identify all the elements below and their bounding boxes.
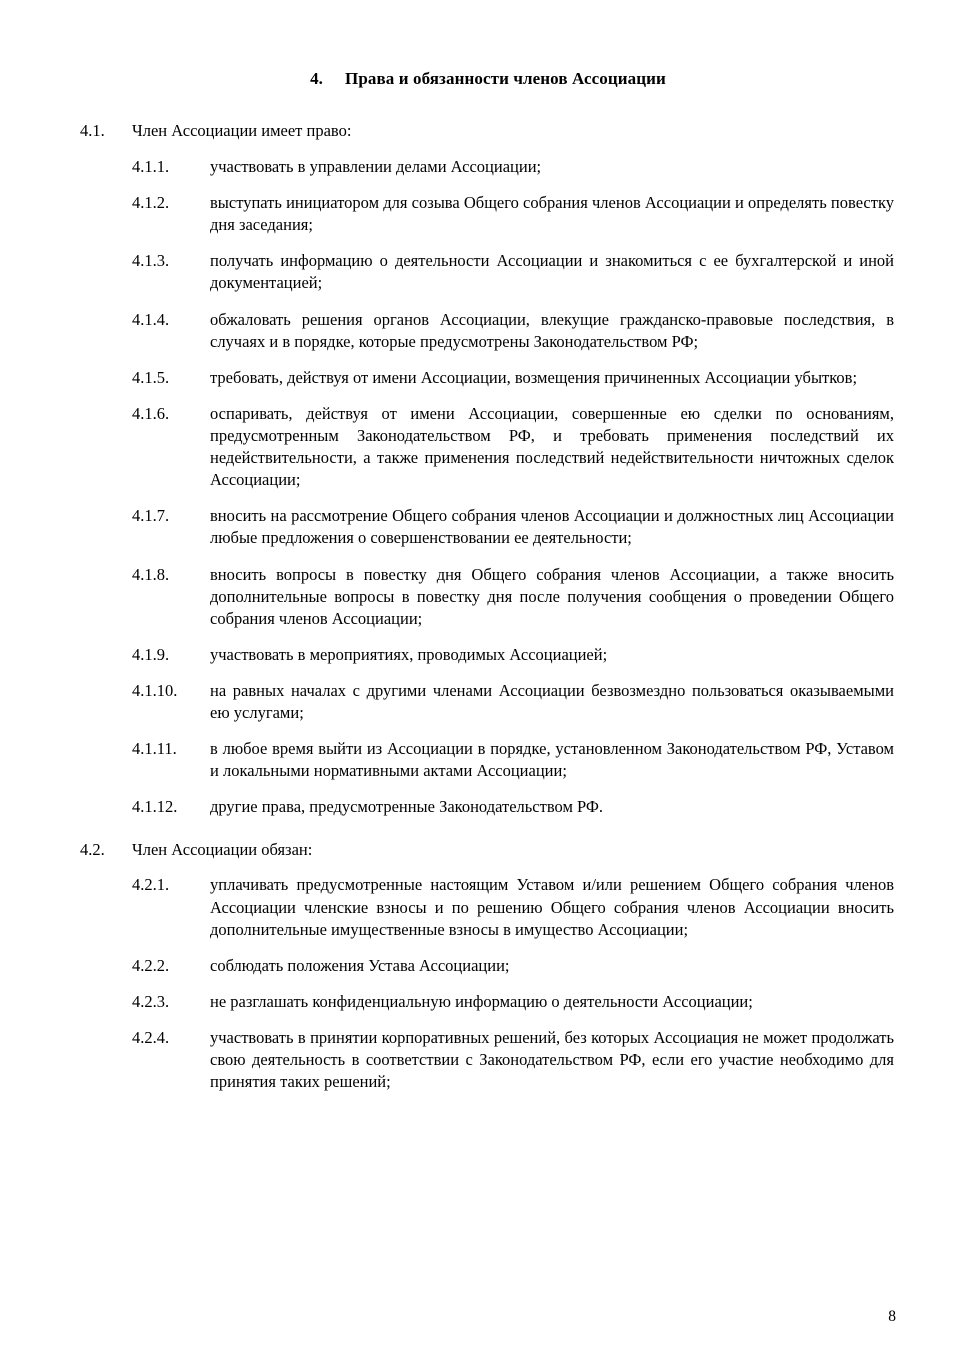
list-item: [80, 874, 896, 940]
list-item: [80, 192, 896, 236]
item-text: участвовать в управлении делами Ассоциации;: [210, 157, 542, 177]
clause-number: 4.2.: [80, 839, 105, 859]
list-item: [80, 644, 896, 666]
list-item: [80, 367, 896, 389]
item-number: 4.1.2.: [132, 193, 170, 213]
clause-heading: Член Ассоциации имеет право:: [132, 121, 352, 141]
item-number: 4.1.10.: [132, 681, 178, 700]
item-text: соблюдать положения Устава Ассоциации;: [210, 955, 510, 975]
item-number: 4.1.5.: [132, 367, 170, 387]
item-text: участвовать в принятии корпоративных решений, без которых Ассоциация не может продолжать свою деятельность в соответствии с Законодательством РФ, если его участие необходимо для принятия таких решений;: [210, 1028, 894, 1092]
item-text: другие права, предусмотренные Законодательством РФ.: [210, 797, 604, 817]
item-text: получать информацию о деятельности Ассоциации и знакомиться с ее бухгалтерской и иной документацией;: [210, 251, 894, 293]
list-item: [80, 309, 896, 353]
page-number: 8: [888, 1308, 896, 1325]
list-item: [80, 680, 896, 724]
item-text: не разглашать конфиденциальную информацию о деятельности Ассоциации;: [210, 991, 753, 1011]
item-text: участвовать в мероприятиях, проводимых Ассоциацией;: [210, 644, 608, 664]
item-text: вносить на рассмотрение Общего собрания членов Ассоциации и должностных лиц Ассоциации любые предложения о совершенствовании ее деятельности;: [210, 506, 894, 548]
item-text: в любое время выйти из Ассоциации в порядке, установленном Законодательством РФ, Уставом и локальными нормативными актами Ассоциации;: [210, 739, 894, 781]
item-number: 4.1.12.: [132, 797, 178, 817]
list-item: [80, 955, 896, 977]
clause-number: 4.1.: [80, 121, 105, 141]
page-title-number: 4.: [310, 69, 324, 88]
item-number: 4.1.3.: [132, 251, 170, 271]
list-item: [80, 403, 896, 491]
page-title-text: Права и обязанности членов Ассоциации: [345, 69, 666, 88]
page-title: [80, 68, 896, 90]
item-text: обжаловать решения органов Ассоциации, влекущие гражданско-правовые последствия, в случаях и в порядке, которые предусмотрены Законодательством РФ;: [210, 309, 894, 351]
list-item: [80, 156, 896, 178]
list-item: [80, 738, 896, 782]
clause-4-1: [80, 120, 896, 142]
item-number: 4.1.11.: [132, 739, 177, 759]
item-number: 4.1.4.: [132, 309, 170, 329]
list-item: [80, 1027, 896, 1093]
item-number: 4.1.1.: [132, 157, 170, 177]
item-text: вносить вопросы в повестку дня Общего собрания членов Ассоциации, а также вносить дополнительные вопросы в повестку дня после получения сообщения о проведении Общего собрания членов Ассоциации;: [210, 564, 894, 628]
item-text: оспаривать, действуя от имени Ассоциации, совершенные ею сделки по основаниям, предусмотренным Законодательством РФ, и требовать применения последствий их недействительности, а также применения последствий недействительности ничтожных сделок Ассоциации;: [210, 403, 894, 490]
item-text: выступать инициатором для созыва Общего собрания членов Ассоциации и определять повестку дня заседания;: [210, 193, 894, 235]
item-text: на равных началах с другими членами Ассоциации безвозмездно пользоваться оказываемыми ею услугами;: [210, 681, 894, 723]
item-number: 4.1.9.: [132, 644, 170, 664]
clause-heading: Член Ассоциации обязан:: [132, 839, 313, 859]
item-number: 4.2.4.: [132, 1028, 170, 1048]
list-item: [80, 250, 896, 294]
item-text: уплачивать предусмотренные настоящим Уставом и/или решением Общего собрания членов Ассоциации членские взносы и по решению Общего собрания членов Ассоциации вносить дополнительные имущественные взносы в имущество Ассоциации;: [210, 875, 894, 939]
list-item: [80, 505, 896, 549]
item-text: требовать, действуя от имени Ассоциации, возмещения причиненных Ассоциации убытков;: [210, 367, 858, 387]
item-number: 4.1.7.: [132, 506, 170, 526]
item-number: 4.1.6.: [132, 403, 170, 423]
list-item: [80, 564, 896, 630]
list-item: [80, 796, 896, 818]
clause-4-2: [80, 839, 896, 861]
item-number: 4.2.2.: [132, 955, 170, 975]
item-number: 4.1.8.: [132, 564, 170, 584]
list-item: [80, 991, 896, 1013]
item-number: 4.2.1.: [132, 875, 170, 895]
item-number: 4.2.3.: [132, 991, 170, 1011]
